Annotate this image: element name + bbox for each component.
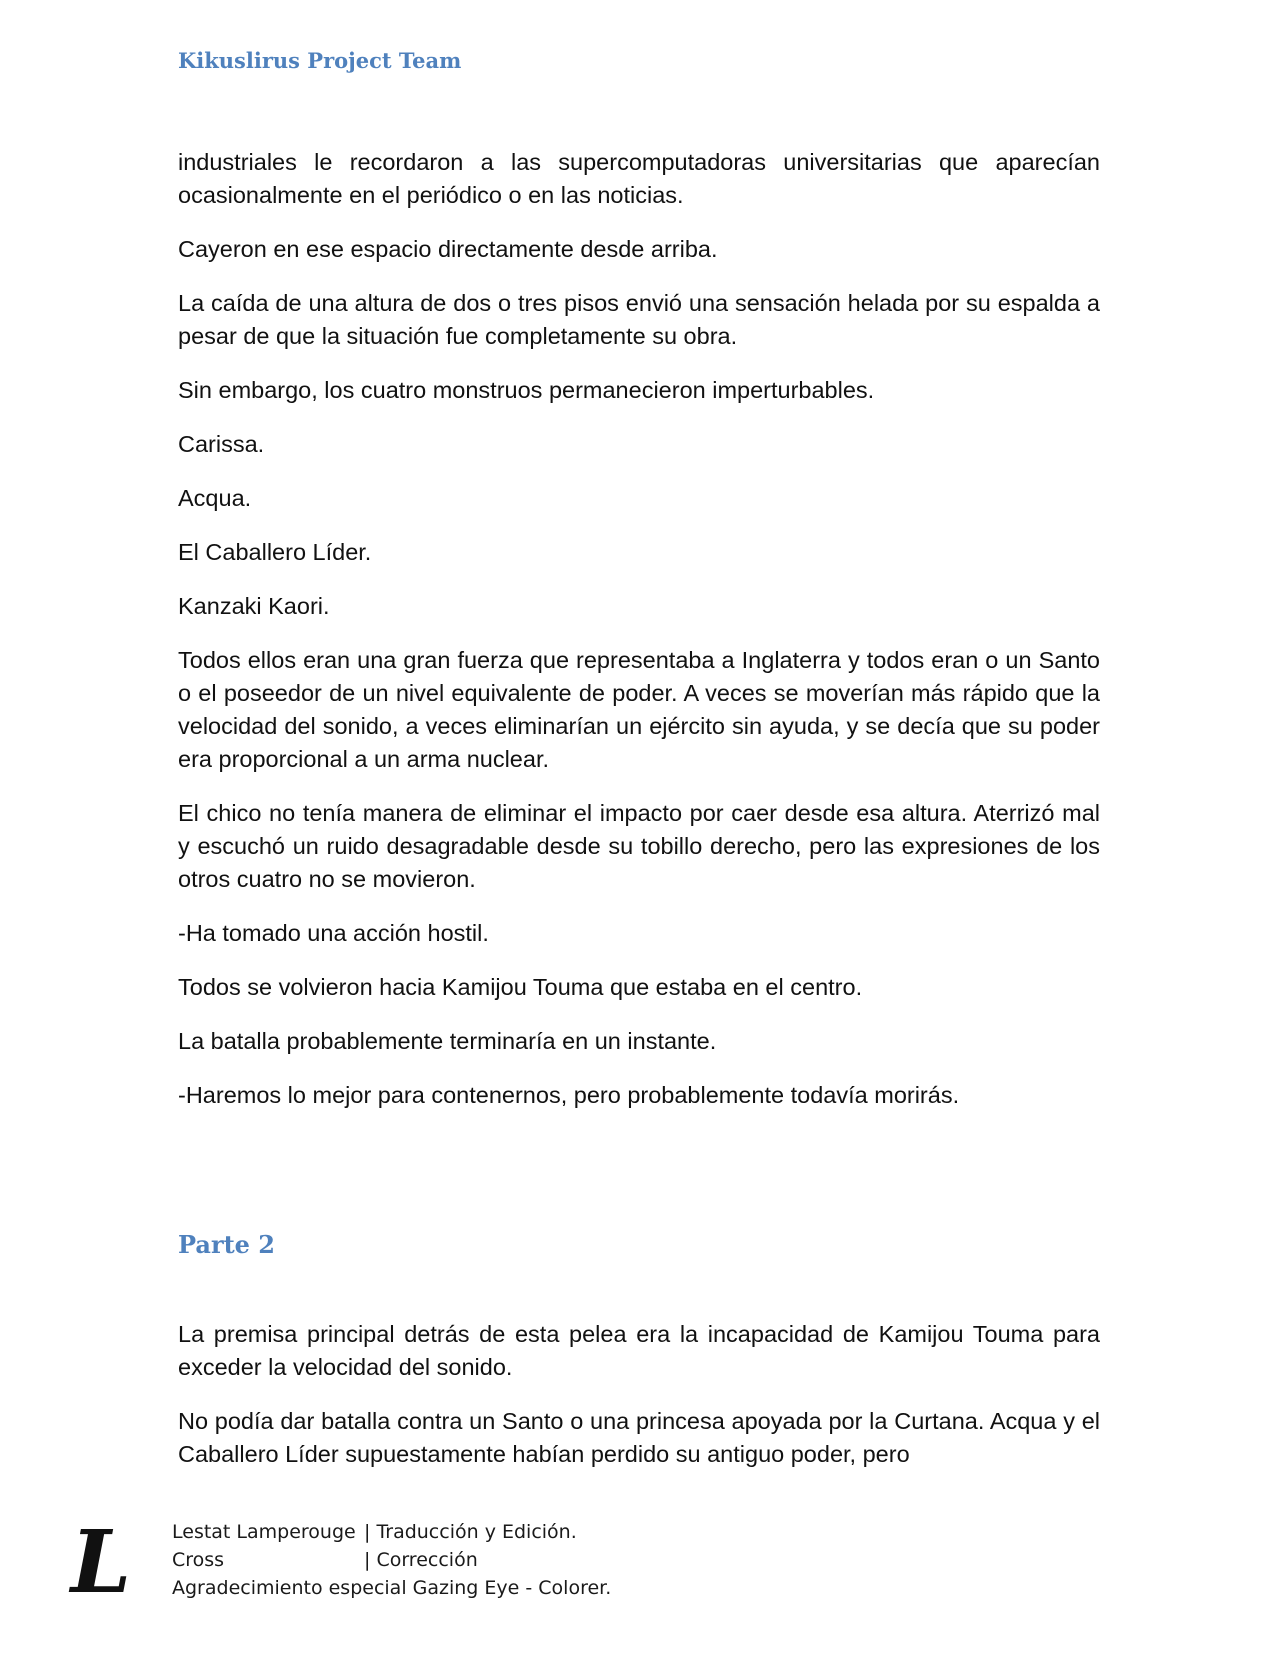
paragraph: Cayeron en ese espacio directamente desde arriba.	[178, 236, 718, 262]
paragraph: Todos se volvieron hacia Kamijou Touma que estaba en el centro.	[178, 974, 863, 1000]
credit-row	[172, 1546, 611, 1574]
footer-thanks: Agradecimiento especial Gazing Eye - Colorer.	[172, 1577, 612, 1599]
page-header: Kikuslirus Project Team	[178, 48, 462, 73]
credit-name: Lestat Lamperouge	[172, 1521, 356, 1543]
credit-role: | Corrección	[364, 1549, 478, 1571]
footer-credits	[172, 1518, 611, 1602]
paragraph: industriales le recordaron a las supercomputadoras universitarias que aparecían ocasionalmente en el periódico o en las noticias.	[178, 149, 1100, 208]
paragraph: Acqua.	[178, 485, 252, 511]
paragraph: La caída de una altura de dos o tres pisos envió una sensación helada por su espalda a pesar de que la situación fue completamente su obra.	[178, 290, 1100, 349]
section-heading: Parte 2	[178, 1230, 276, 1259]
logo-letter: L	[70, 1522, 132, 1604]
paragraph: El Caballero Líder.	[178, 539, 372, 565]
paragraph: La premisa principal detrás de esta pelea era la incapacidad de Kamijou Touma para exceder la velocidad del sonido.	[178, 1321, 1100, 1380]
credit-name: Cross	[172, 1549, 225, 1571]
page-footer	[60, 1518, 760, 1608]
paragraph: -Haremos lo mejor para contenernos, pero probablemente todavía morirás.	[178, 1082, 960, 1108]
credit-role: | Traducción y Edición.	[364, 1521, 577, 1543]
paragraph: La batalla probablemente terminaría en un instante.	[178, 1028, 717, 1054]
paragraph: No podía dar batalla contra un Santo o una princesa apoyada por la Curtana. Acqua y el Caballero Líder supuestamente habían perdido su antiguo poder, pero	[178, 1408, 1100, 1467]
paragraph: El chico no tenía manera de eliminar el impacto por caer desde esa altura. Aterrizó mal y escuchó un ruido desagradable desde su tobillo derecho, pero las expresiones de los otros cuatro no se movieron.	[178, 800, 1100, 892]
paragraph: Kanzaki Kaori.	[178, 593, 330, 619]
credit-row	[172, 1518, 611, 1546]
paragraph: Todos ellos eran una gran fuerza que representaba a Inglaterra y todos eran o un Santo o el poseedor de un nivel equivalente de poder. A veces se moverían más rápido que la velocidad del sonido, a veces eliminarían un ejército sin ayuda, y se decía que su poder era proporcional a un arma nuclear.	[178, 647, 1100, 772]
paragraph: -Ha tomado una acción hostil.	[178, 920, 489, 946]
gothic-letter-l-logo-icon	[66, 1522, 136, 1604]
document-body	[178, 146, 1100, 1492]
paragraph: Sin embargo, los cuatro monstruos permanecieron imperturbables.	[178, 377, 875, 403]
paragraph: Carissa.	[178, 431, 265, 457]
